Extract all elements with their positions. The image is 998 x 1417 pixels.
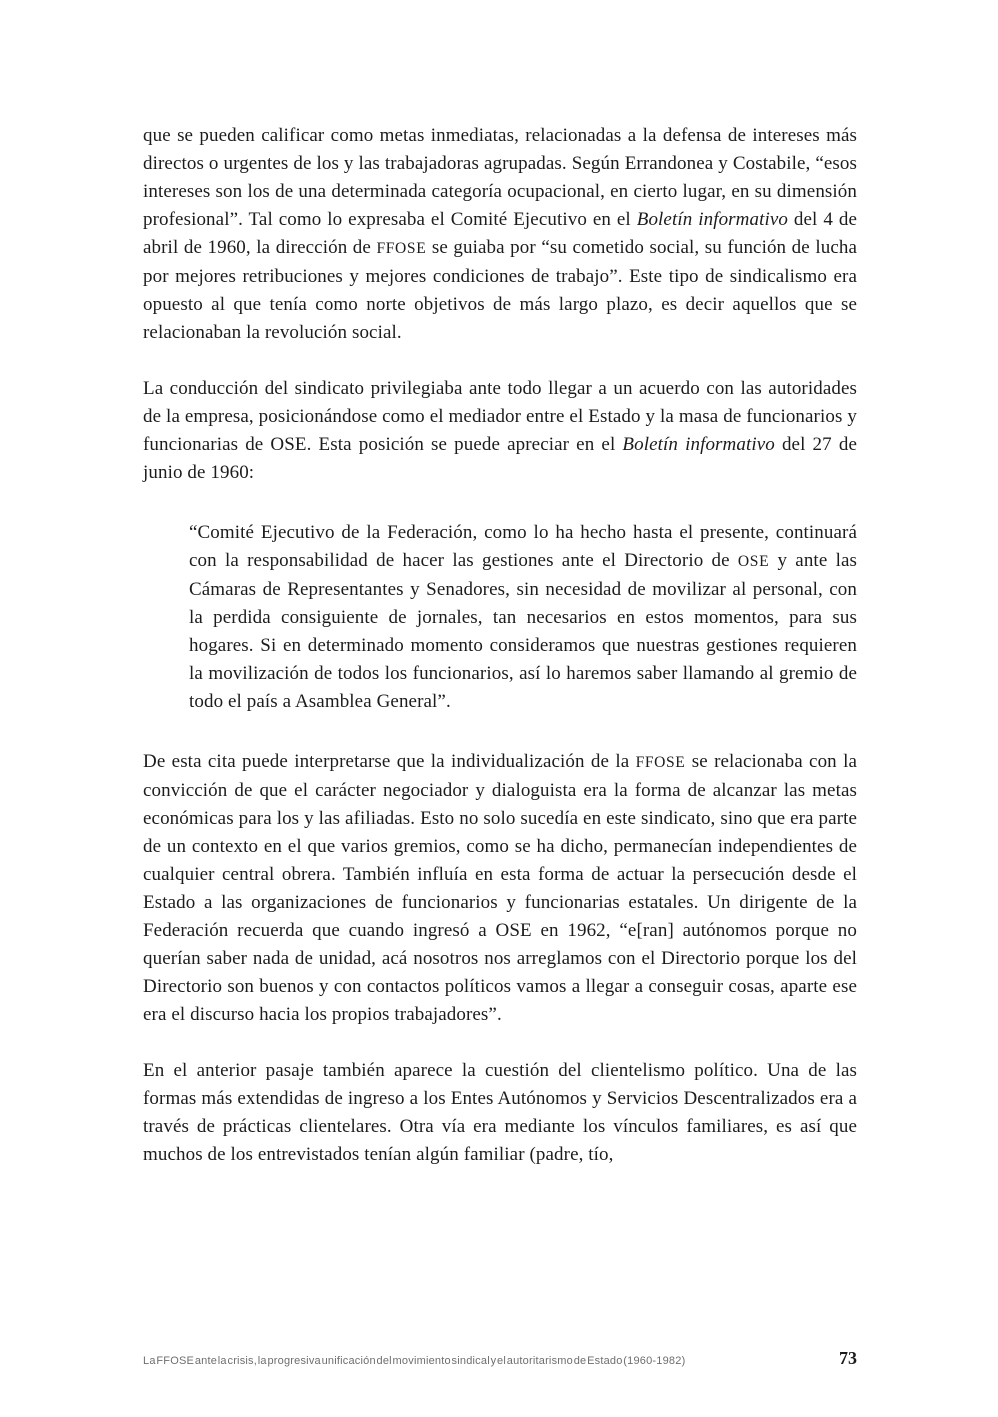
- paragraph-4: En el anterior pasaje también aparece la cuestión del clientelismo político. Una de las formas más extendidas de ingreso a los Entes Autónomos y Servicios Descentralizados era a través de prácticas clientelares. Otra vía era mediante los vínculos familiares, es así que muchos de los entrevistados tenían algún familiar (padre, tío,: [143, 1060, 857, 1165]
- page-footer: [143, 1348, 857, 1369]
- blockquote: “Comité Ejecutivo de la Federación, como lo ha hecho hasta el presente, continuará con la responsabilidad de hacer las gestiones ante el Directorio de OSE y ante las Cámaras de Representantes y Senadores, sin necesidad de movilizar al personal, con la perdida consiguiente de jornales, tan necesarios en estos momentos, para sus hogares. Si en determinado momento consideramos que nuestras gestiones requieren la movilización de todos los funcionarios, así lo haremos saber llamando al gremio de todo el país a Asamblea General”.: [189, 522, 857, 712]
- paragraph-1: que se pueden calificar como metas inmediatas, relacionadas a la defensa de intereses más directos o urgentes de los y las trabajadoras agrupadas. Según Errandonea y Costabile, “esos intereses son los de una determinada categoría ocupacional, en cierto lugar, en su dimensión profesional”. Tal como lo expresaba el Comité Ejecutivo en el Boletín informativo del 4 de abril de 1960, la dirección de FFOSE se guiaba por “su cometido social, su función de lucha por mejores retribuciones y mejores condiciones de trabajo”. Este tipo de sindicalismo era opuesto al que tenía como norte objetivos de más largo plazo, es decir aquellos que se relacionaban la revolución social.: [143, 125, 857, 343]
- text-block: [143, 122, 857, 1169]
- paragraph-3: De esta cita puede interpretarse que la individualización de la FFOSE se relacionaba con la convicción de que el carácter negociador y dialoguista era la forma de alcanzar las metas económicas para los y las afiliadas. Esto no solo sucedía en este sindicato, sino que era parte de un contexto en el que varios gremios, como se ha dicho, permanecían independientes de cualquier central obrera. También influía en esta forma de actuar la persecución desde el Estado a las organizaciones de funcionarios y funcionarias estatales. Un dirigente de la Federación recuerda que cuando ingresó a OSE en 1962, “e[ran] autónomos porque no querían saber nada de unidad, acá nosotros nos arreglamos con el Directorio porque los del Directorio son buenos y con contactos políticos vamos a llegar a conseguir cosas, aparte ese era el discurso hacia los propios trabajadores”.: [143, 751, 857, 1025]
- page-number: 73: [839, 1348, 857, 1368]
- paragraph-2: La conducción del sindicato privilegiaba ante todo llegar a un acuerdo con las autoridades de la empresa, posicionándose como el mediador entre el Estado y la masa de funcionarios y funcionarias de OSE. Esta posición se puede apreciar en el Boletín informativo del 27 de junio de 1960:: [143, 378, 857, 483]
- running-title: La FFOSE ante la crisis, la progresiva unificación del movimiento sindical y el autoritarismo de Estado (1960-1982): [143, 1355, 686, 1367]
